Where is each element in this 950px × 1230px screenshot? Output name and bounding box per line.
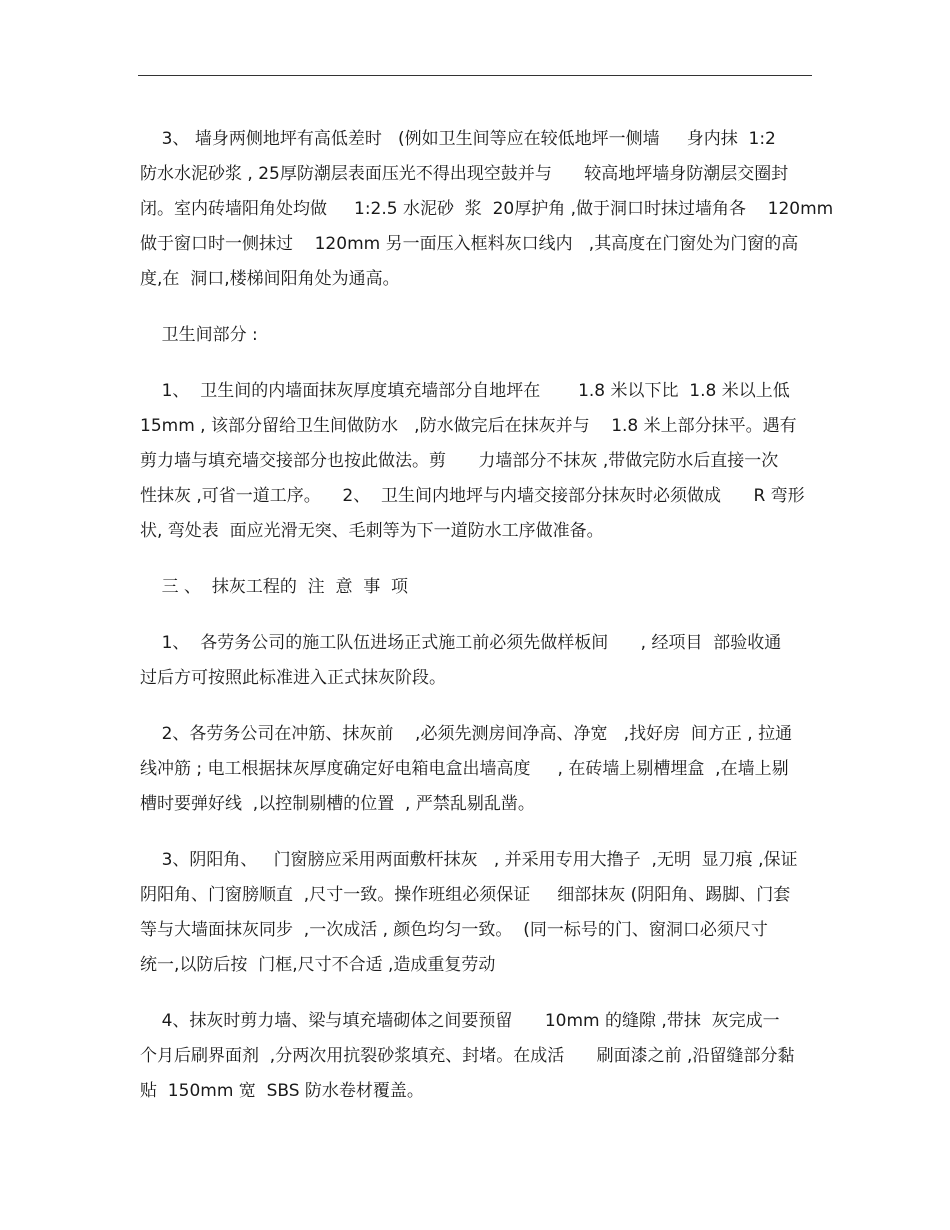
document-body: [140, 122, 834, 1109]
text-line: 剪力墙与填充墙交接部分也按此做法。剪 力墙部分不抹灰 ,带做完防水后直接一次: [140, 451, 779, 471]
text-line: 统一,以防后按 门框,尺寸不合适 ,造成重复劳动: [140, 955, 496, 975]
section-heading-notes: [140, 570, 812, 605]
paragraph-note-1: [140, 626, 812, 696]
paragraph-gap: [140, 353, 812, 374]
text-line: 等与大墙面抹灰同步 ,一次成活 , 颜色均匀一致。 (同一标号的门、窗洞口必须尺寸: [140, 920, 768, 940]
paragraph-note-3: [140, 843, 812, 983]
text-line: 做于窗口时一侧抹过 120mm 另一面压入框料灰口线内 ,其高度在门窗处为门窗的高: [140, 234, 799, 254]
paragraph-gap: [140, 983, 812, 1004]
text-line: 1、 各劳务公司的施工队伍进场正式施工前必须先做样板间 , 经项目 部验收通: [140, 633, 782, 653]
text-line: 性抹灰 ,可省一道工序。 2、 卫生间内地坪与内墙交接部分抹灰时必须做成 R 弯形: [140, 486, 805, 506]
text-line: 状, 弯处表 面应光滑无突、毛刺等为下一道防水工序做准备。: [140, 521, 604, 541]
text-line: 4、抹灰时剪力墙、梁与填充墙砌体之间要预留 10mm 的缝隙 ,带抹 灰完成一: [140, 1011, 780, 1031]
section-heading-bathroom: [140, 318, 812, 353]
paragraph-gap: [140, 822, 812, 843]
paragraph-gap: [140, 297, 812, 318]
text-line: 防水水泥砂浆 , 25厚防潮层表面压光不得出现空鼓并与 较高地坪墙身防潮层交圈封: [140, 164, 789, 184]
text-line: 线冲筋 ; 电工根据抹灰厚度确定好电箱电盒出墙高度 , 在砖墙上剔槽埋盒 ,在墙上剔: [140, 759, 789, 779]
paragraph-bathroom: [140, 374, 812, 549]
text-line: 个月后刷界面剂 ,分两次用抗裂砂浆填充、封堵。在成活 刷面漆之前 ,沿留缝部分黏: [140, 1046, 795, 1066]
text-line: 过后方可按照此标准进入正式抹灰阶段。: [140, 668, 446, 688]
text-line: 2、各劳务公司在冲筋、抹灰前 ,必须先测房间净高、净宽 ,找好房 间方正 , 拉通: [140, 724, 793, 744]
text-line: 3、 墙身两侧地坪有高低差时 (例如卫生间等应在较低地坪一侧墙 身内抹 1:2: [140, 129, 776, 149]
paragraph-gap: [140, 549, 812, 570]
paragraph-gap: [140, 696, 812, 717]
paragraph-gap: [140, 605, 812, 626]
text-line: 卫生间部分 :: [140, 325, 258, 345]
header-rule: [138, 75, 812, 76]
paragraph-note-2: [140, 717, 812, 822]
paragraph-note-4: [140, 1004, 812, 1109]
text-line: 贴 150mm 宽 SBS 防水卷材覆盖。: [140, 1081, 424, 1101]
text-line: 闭。室内砖墙阳角处均做 1:2.5 水泥砂 浆 20厚护角 ,做于洞口时抹过墙角各 120mm: [140, 199, 834, 219]
paragraph-wall-moisture: [140, 122, 834, 297]
text-line: 槽时要弹好线 ,以控制剔槽的位置 , 严禁乱剔乱凿。: [140, 794, 535, 814]
text-line: 1、 卫生间的内墙面抹灰厚度填充墙部分自地坪在 1.8 米以下比 1.8 米以上低: [140, 381, 790, 401]
text-line: 3、阴阳角、 门窗膀应采用两面敷杆抹灰 , 并采用专用大撸子 ,无明 显刀痕 ,保证: [140, 850, 798, 870]
text-line: 度,在 洞口,楼梯间阳角处为通高。: [140, 269, 400, 289]
text-line: 三 、 抹灰工程的 注 意 事 项: [140, 577, 409, 597]
text-line: 阴阳角、门窗膀顺直 ,尺寸一致。操作班组必须保证 细部抹灰 (阴阳角、踢脚、门套: [140, 885, 791, 905]
text-line: 15mm , 该部分留给卫生间做防水 ,防水做完后在抹灰并与 1.8 米上部分抹平。遇有: [140, 416, 797, 436]
